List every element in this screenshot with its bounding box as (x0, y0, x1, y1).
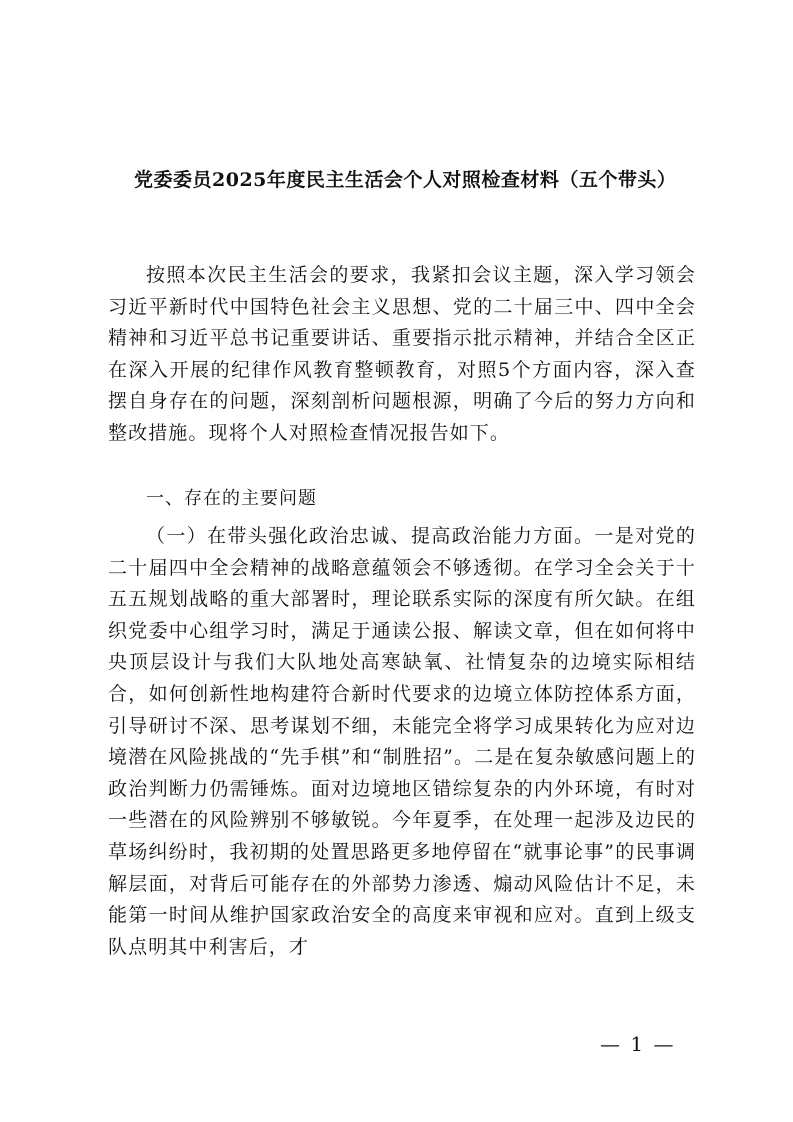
page-number: — 1 — (600, 1032, 676, 1056)
intro-paragraph: 按照本次民主生活会的要求，我紧扣会议主题，深入学习领会习近平新时代中国特色社会主义思想、党的二十届三中、四中全会精神和习近平总书记重要讲话、重要指示批示精神，并结合全区正在深入开展的纪律作风教育整顿教育，对照5个方面内容，深入查摆自身存在的问题，深刻剖析问题根源，明确了今后的努力方向和整改措施。现将个人对照检查情况报告如下。 (108, 264, 696, 444)
subsection-body: 一是对党的二十届四中全会精神的战略意蕴领会不够透彻。在学习全会关于十五五规划战略的重大部署时，理论联系实际的深度有所欠缺。在组织党委中心组学习时，满足于通读公报、解读文章，但在如何将中央顶层设计与我们大队地处高寒缺氧、社情复杂的边境实际相结合，如何创新性地构建符合新时代要求的边境立体防控体系方面，引导研讨不深、思考谋划不细，未能完全将学习成果转化为应对边境潜在风险挑战的“先手棋”和“制胜招”。二是在复杂敏感问题上的政治判断力仍需锤炼。面对边境地区错综复杂的内外环境，有时对一些潜在的风险辨别不够敏锐。今年夏季，在处理一起涉及边民的草场纠纷时，我初期的处置思路更多地停留在“就事论事”的民事调解层面，对背后可能存在的外部势力渗透、煽动风险估计不足，未能第一时间从维护国家政治安全的高度来审视和应对。直到上级支队点明其中利害后，才 (108, 525, 696, 958)
subsection-heading: （一）在带头强化政治忠诚、提高政治能力方面。 (146, 525, 595, 547)
document-title: 党委委员2025年度民主生活会个人对照检查材料（五个带头） (134, 169, 677, 191)
section-heading: 一、存在的主要问题 (146, 488, 317, 509)
subsection-paragraph (108, 521, 696, 963)
